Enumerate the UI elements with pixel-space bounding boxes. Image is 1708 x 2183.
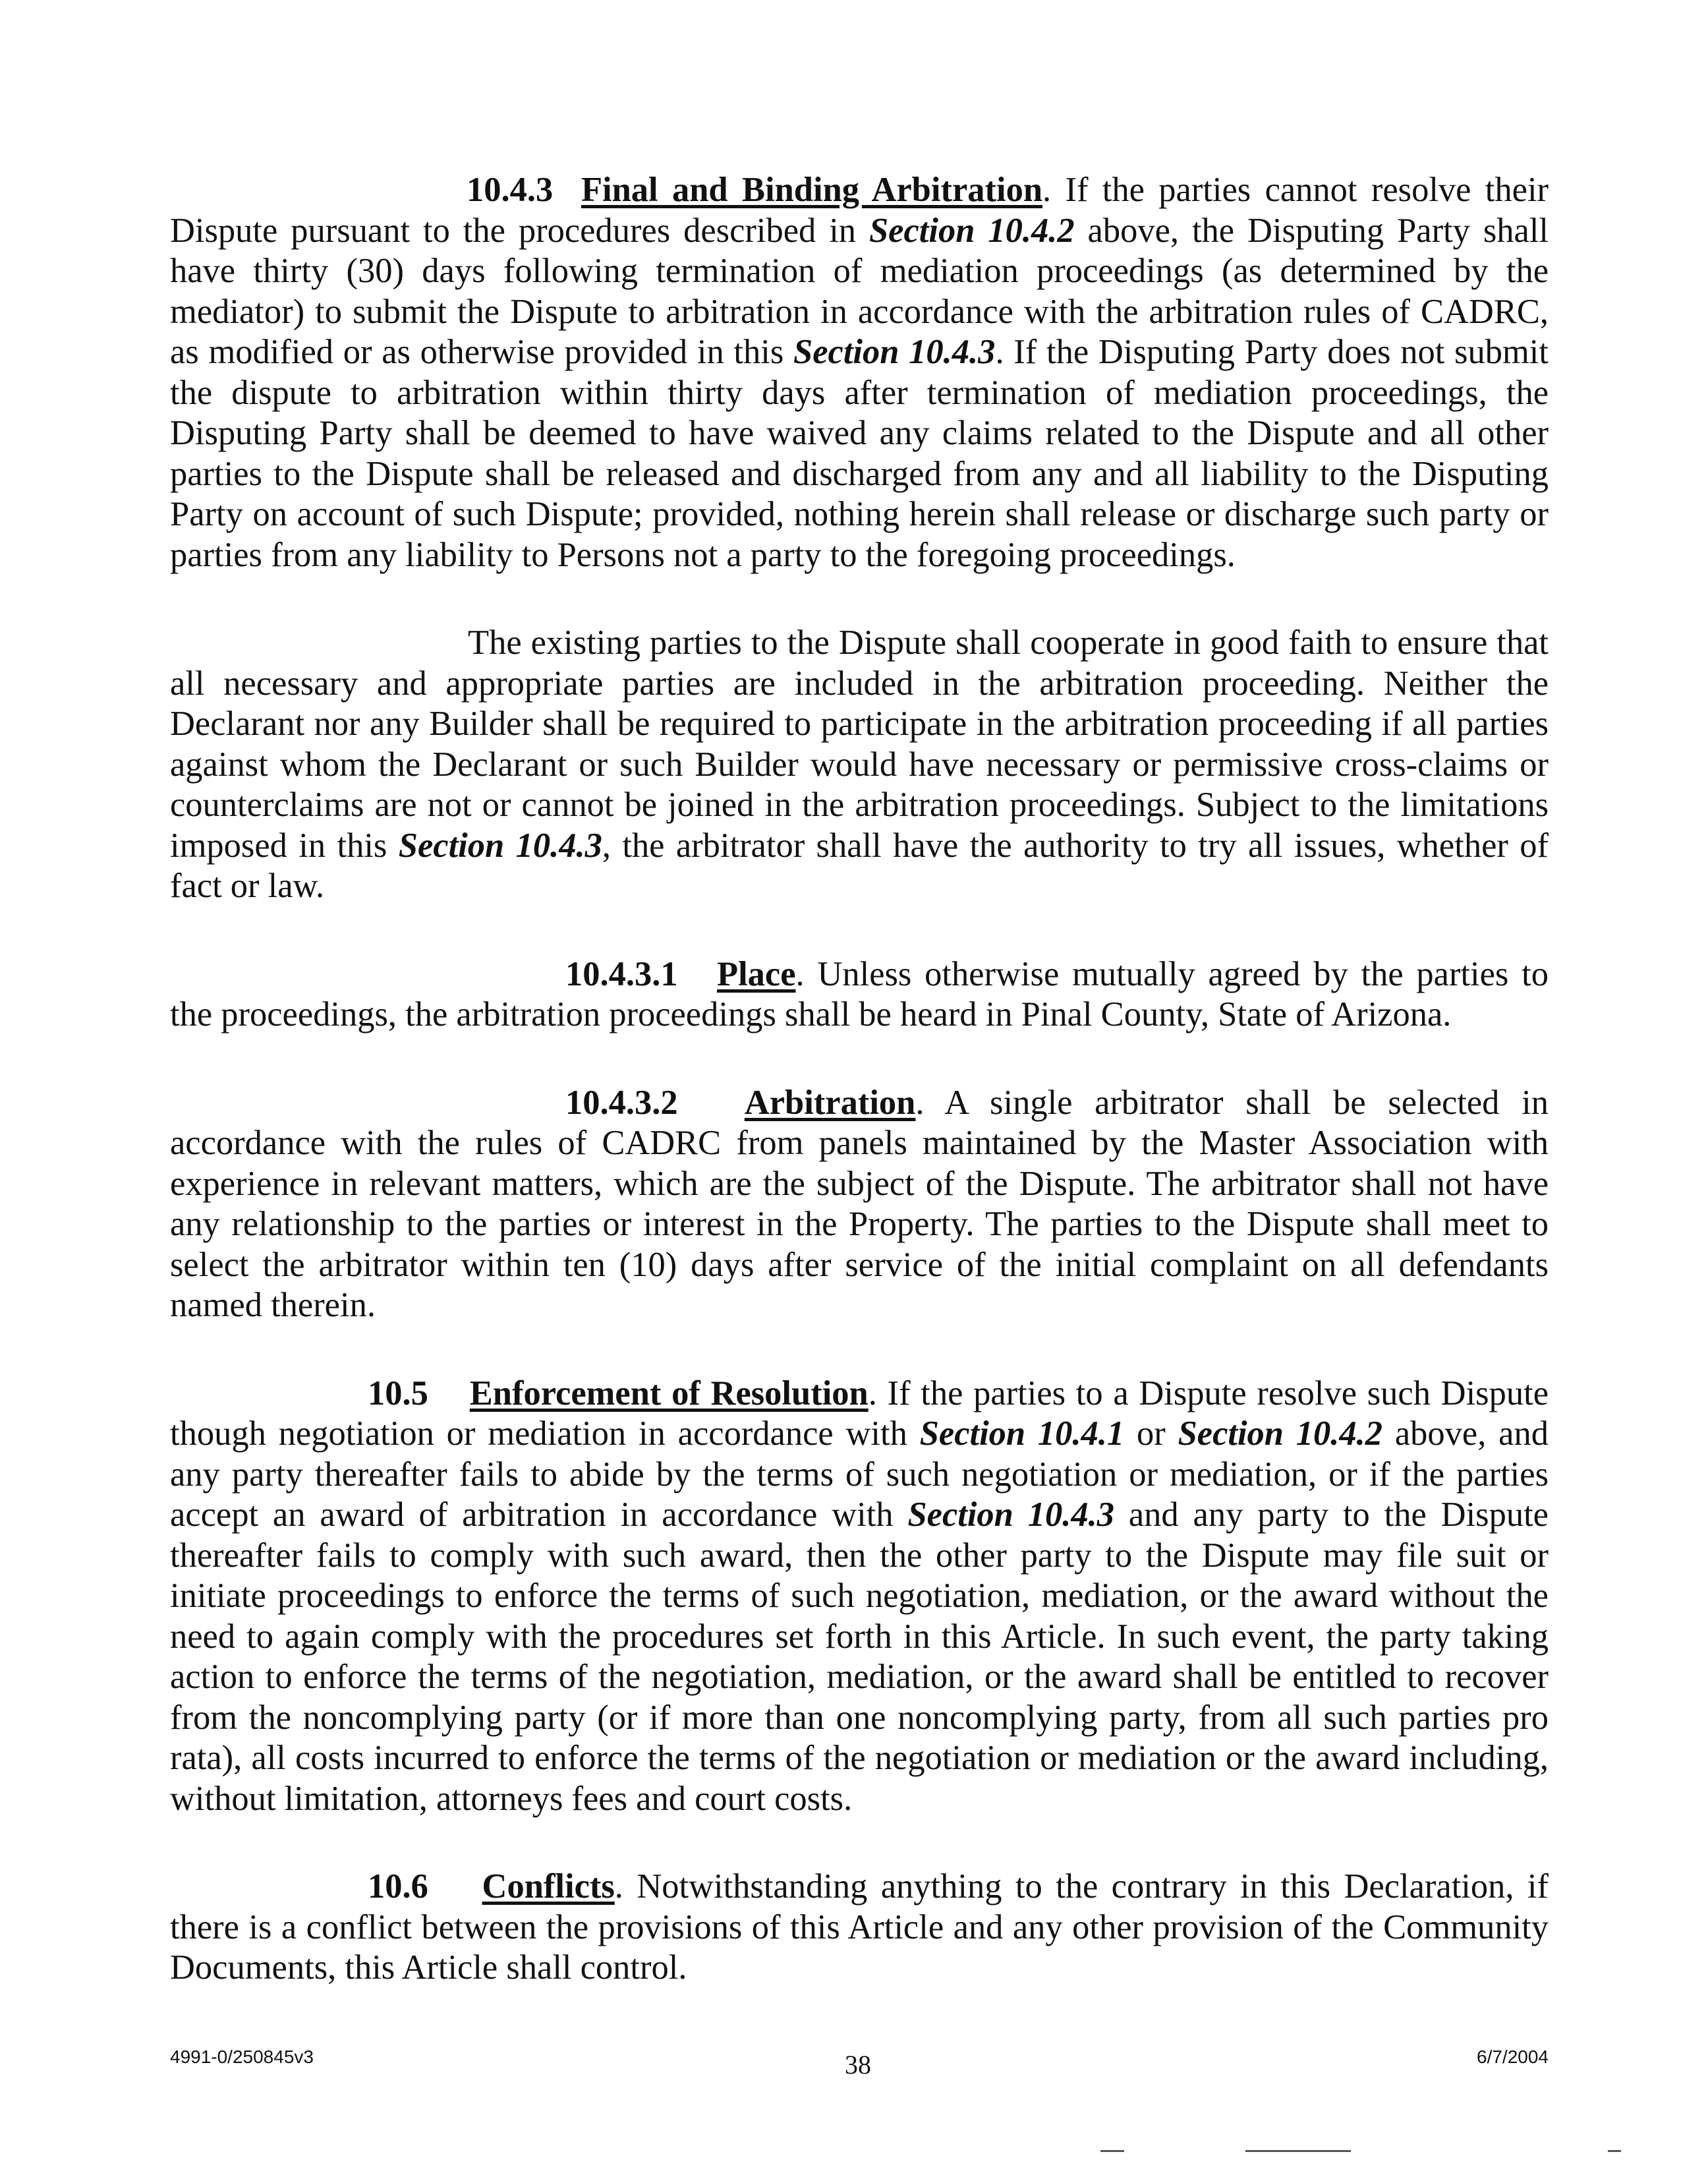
section-number: 10.4.3 xyxy=(467,171,554,209)
section-number: 10.5 xyxy=(368,1374,428,1412)
page-footer xyxy=(170,2047,1549,2086)
section-reference: Section 10.4.3 xyxy=(907,1496,1114,1534)
section-heading: Enforcement of Resolution xyxy=(469,1374,868,1412)
scan-artifacts xyxy=(0,2150,1708,2163)
scan-speck xyxy=(1245,2150,1351,2152)
document-id: 4991-0/250845v3 xyxy=(170,2047,314,2067)
section-reference: Section 10.4.3 xyxy=(398,826,602,865)
section-heading: Conflicts xyxy=(482,1867,615,1906)
paragraph-10-5: 10.5 Enforcement of Resolution. If the parties to a Dispute resolve such Dispute though negotiation or mediation in accordance with Section 10.4.1 or Section 10.4.2 above, and any party thereafter fails to abide by the terms of such negotiation or mediation, or if the parties accept an award of arbitration in accordance with Section 10.4.3 and any party to the Dispute thereafter fails to comply with such award, then the other party to the Dispute may file suit or initiate proceedings to enforce the terms of such negotiation, mediation, or the award without the need to again comply with the procedures set forth in this Article. In such event, the party taking action to enforce the terms of the negotiation, mediation, or the award shall be entitled to recover from the noncomplying party (or if more than one noncomplying party, from all such parties pro rata), all costs incurred to enforce the terms of the negotiation or mediation or the award including, without limitation, attorneys fees and court costs. xyxy=(170,1374,1549,1818)
paragraph-10-6: 10.6 Conflicts. Notwithstanding anything to the contrary in this Declaration, if there is a conflict between the provisions of this Article and any other provision of the Community Documents, this Article shall control. xyxy=(170,1867,1549,1987)
section-reference: Section 10.4.2 xyxy=(868,211,1075,250)
section-number: 10.4.3.2 xyxy=(565,1083,678,1122)
paragraph-10-4-3: 10.4.3 Final and Binding Arbitration. If the parties cannot resolve their Dispute pursuant to the procedures described in Section 10.4.2 above, the Disputing Party shall have thirty (30) days following termination of mediation proceedings (as determined by the mediator) to submit the Dispute to arbitration in accordance with the arbitration rules of CADRC, as modified or as otherwise provided in this Section 10.4.3. If the Disputing Party does not submit the dispute to arbitration within thirty days after termination of mediation proceedings, the Disputing Party shall be deemed to have waived any claims related to the Dispute and all other parties to the Dispute shall be released and discharged from any and all liability to the Disputing Party on account of such Dispute; provided, nothing herein shall release or discharge such party or parties from any liability to Persons not a party to the foregoing proceedings. xyxy=(170,171,1549,574)
document-date: 6/7/2004 xyxy=(1477,2047,1549,2067)
section-reference: Section 10.4.3 xyxy=(793,333,996,371)
section-heading: Final and Binding Arbitration xyxy=(581,171,1043,209)
paragraph-10-4-3-1: 10.4.3.1 Place. Unless otherwise mutually agreed by the parties to the proceedings, the arbitration proceedings shall be heard in Pinal County, State of Arizona. xyxy=(170,954,1549,1033)
section-reference: Section 10.4.1 xyxy=(919,1414,1125,1453)
paragraph-10-4-3-2: 10.4.3.2 Arbitration. A single arbitrator shall be selected in accordance with the rules of CADRC from panels maintained by the Master Association with experience in relevant matters, which are the subject of the Dispute. The arbitrator shall not have any relationship to the parties or interest in the Property. The parties to the Dispute shall meet to select the arbitrator within ten (10) days after service of the initial complaint on all defendants named therein. xyxy=(170,1083,1549,1324)
section-number: 10.4.3.1 xyxy=(565,954,678,993)
scan-speck xyxy=(1100,2150,1124,2152)
section-number: 10.6 xyxy=(368,1867,428,1906)
page-number: 38 xyxy=(845,2050,871,2080)
document-body xyxy=(170,170,1549,1989)
section-reference: Section 10.4.2 xyxy=(1178,1414,1383,1453)
scan-speck xyxy=(1608,2150,1621,2152)
paragraph-existing-parties: The existing parties to the Dispute shall cooperate in good faith to ensure that all necessary and appropriate parties are included in the arbitration proceeding. Neither the Declarant nor any Builder shall be required to participate in the arbitration proceeding if all parties against whom the Declarant or such Builder would have necessary or permissive cross-claims or counterclaims are not or cannot be joined in the arbitration proceedings. Subject to the limitations imposed in this Section 10.4.3, the arbitrator shall have the authority to try all issues, whether of fact or law. xyxy=(170,624,1549,905)
section-heading: Place xyxy=(717,954,796,993)
section-heading: Arbitration xyxy=(744,1083,916,1122)
